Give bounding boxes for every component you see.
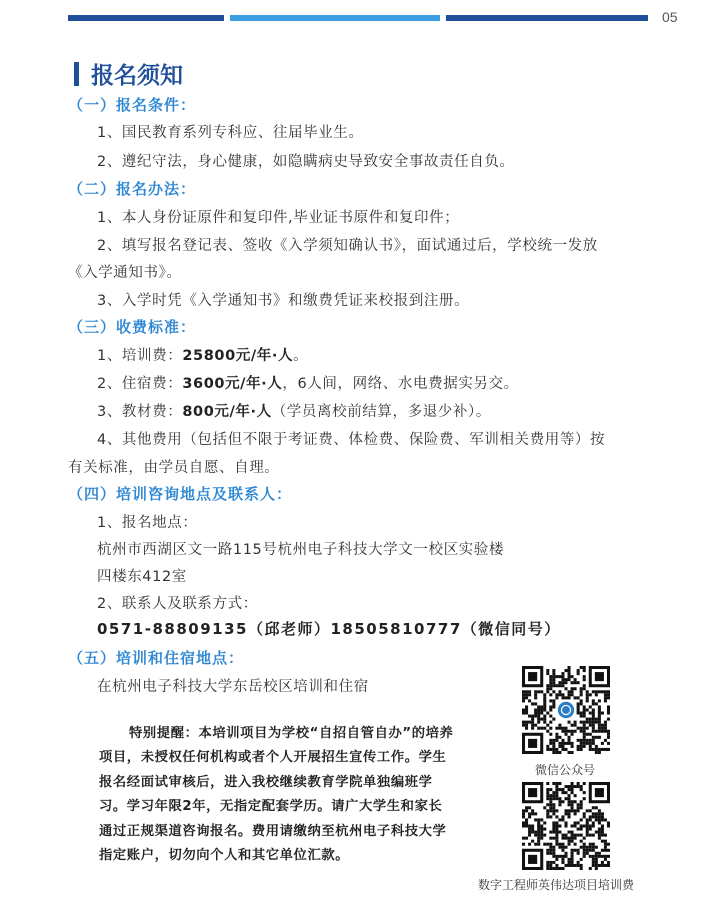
- section-4-heading: （四）培训咨询地点及联系人：: [68, 485, 293, 503]
- header-bar-left: [68, 15, 224, 21]
- s4-address-label: 1、报名地点：: [97, 515, 198, 531]
- fee2-value: 3600元/年·人: [182, 376, 283, 392]
- fee3-tail: （学员离校前结算，多退少补）。: [271, 404, 491, 420]
- s3-fee-3: [97, 400, 491, 421]
- s4-address-line2: 四楼东412室: [97, 569, 187, 585]
- page-number: 05: [662, 9, 678, 25]
- s2-item-2-line2: 《入学通知书》。: [68, 265, 182, 281]
- s5-text: 在杭州电子科技大学东岳校区培训和住宿: [97, 679, 369, 695]
- qr-code-payment-pattern: [522, 782, 610, 870]
- fee3-label: 3、教材费：: [97, 404, 183, 420]
- section-1-heading: （一）报名条件：: [68, 96, 197, 114]
- s2-item-3: 3、入学时凭《入学通知书》和缴费凭证来校报到注册。: [97, 293, 470, 309]
- fee1-value: 25800元/年·人: [182, 348, 294, 364]
- qr-code-payment-label: 数字工程师英伟达项目培训费: [478, 878, 635, 892]
- section-2-heading: （二）报名办法：: [68, 180, 197, 198]
- title-block: [74, 57, 183, 90]
- s3-fee-2: [97, 372, 519, 393]
- s4-phone: 0571-88809135（邱老师）18505810777（微信同号）: [97, 620, 561, 638]
- s1-item-1: 1、国民教育系列专科应、往届毕业生。: [97, 125, 364, 141]
- title-accent-bar: [74, 62, 79, 86]
- s1-item-2: 2、遵纪守法，身心健康，如隐瞒病史导致安全事故责任自负。: [97, 154, 515, 170]
- section-3-heading: （三）收费标准：: [68, 318, 197, 336]
- notice-text: 特别提醒：本培训项目为学校“自招自管自办”的培养项目，未授权任何机构或者个人开展招生宣传工作。学生报名经面试审核后，进入我校继续教育学院单独编班学习。学习年限2年，无指定配套学历。请广大学生和家长通过正规渠道咨询报名。费用请缴纳至杭州电子科技大学指定账户，切勿向个人和其它单位汇款。: [99, 726, 454, 864]
- fee3-value: 800元/年·人: [182, 404, 272, 420]
- header-bar-middle: [230, 15, 440, 21]
- page-title: 报名须知: [91, 63, 183, 89]
- s4-address-line1: 杭州市西湖区文一路115号杭州电子科技大学文一校区实验楼: [97, 542, 504, 558]
- qr-code-wechat: [522, 666, 610, 754]
- s2-item-1: 1、本人身份证原件和复印件,毕业证书原件和复印件；: [97, 210, 460, 226]
- s3-fee-4-line2: 有关标准，由学员自愿、自理。: [68, 460, 280, 476]
- qr-code-payment: [522, 782, 610, 870]
- qr-code-wechat-pattern: [522, 666, 610, 754]
- fee2-tail: ，6人间，网络、水电费据实另交。: [282, 376, 519, 392]
- fee1-tail: 。: [293, 348, 309, 364]
- s3-fee-4-line1: 4、其他费用（包括但不限于考证费、体检费、保险费、军训相关费用等）按: [97, 432, 606, 448]
- s3-fee-1: [97, 344, 308, 365]
- s4-contact-label: 2、联系人及联系方式：: [97, 596, 258, 612]
- fee2-label: 2、住宿费：: [97, 376, 183, 392]
- header-bar-right: [446, 15, 648, 21]
- special-notice: [99, 722, 455, 868]
- qr-code-wechat-label: 微信公众号: [535, 763, 596, 777]
- fee1-label: 1、培训费：: [97, 348, 183, 364]
- section-5-heading: （五）培训和住宿地点：: [68, 649, 245, 667]
- s2-item-2-line1: 2、填写报名登记表、签收《入学须知确认书》，面试通过后，学校统一发放: [97, 238, 598, 254]
